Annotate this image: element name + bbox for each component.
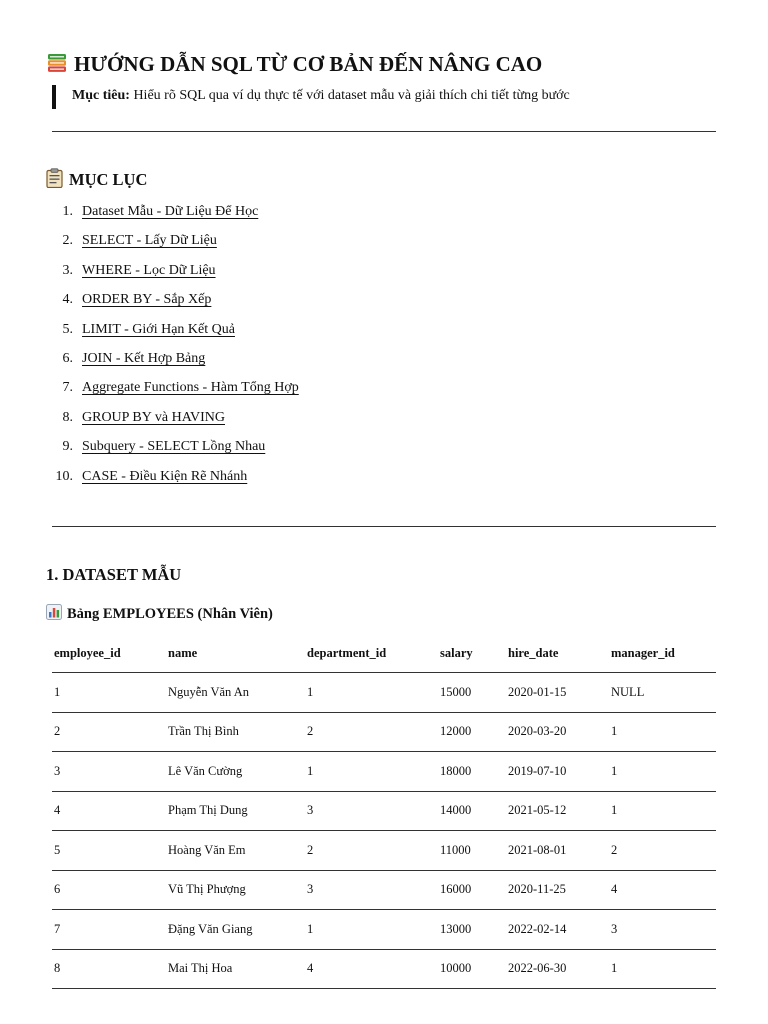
table-cell: 14000 — [438, 791, 506, 831]
table-cell: 1 — [305, 673, 438, 713]
table-heading — [46, 603, 273, 625]
table-header-row — [52, 634, 716, 673]
toc-link-where[interactable]: WHERE - Lọc Dữ Liệu — [82, 262, 216, 278]
table-row — [52, 791, 716, 831]
table-cell: 3 — [52, 752, 166, 792]
toc-item — [46, 435, 299, 464]
table-cell: Hoàng Văn Em — [166, 831, 305, 871]
table-cell: 5 — [52, 831, 166, 871]
toc-item — [46, 259, 299, 288]
bar-chart-icon — [46, 604, 62, 620]
toc-list — [46, 200, 299, 494]
toc-link-case[interactable]: CASE - Điều Kiện Rẽ Nhánh — [82, 468, 248, 484]
table-row — [52, 831, 716, 871]
table-cell: 3 — [609, 910, 716, 950]
table-cell: 1 — [52, 673, 166, 713]
table-cell: 1 — [609, 949, 716, 989]
toc-item-number: 9. — [62, 439, 73, 455]
toc-item — [46, 376, 299, 405]
table-cell: 2 — [305, 712, 438, 752]
table-heading-text: Bảng EMPLOYEES (Nhân Viên) — [67, 606, 273, 622]
goal-text: Hiểu rõ SQL qua ví dụ thực tế với dataset mẫu và giải thích chi tiết từng bước — [129, 88, 570, 103]
table-cell: 4 — [52, 791, 166, 831]
toc-item-number: 6. — [62, 350, 73, 366]
table-cell: 2020-11-25 — [506, 870, 609, 910]
toc-item-number: 4. — [62, 292, 73, 308]
table-cell: 2 — [305, 831, 438, 871]
table-cell: 15000 — [438, 673, 506, 713]
table-cell: Đặng Văn Giang — [166, 910, 305, 950]
toc-item — [46, 406, 299, 435]
toc-item — [46, 229, 299, 258]
table-cell: 2019-07-10 — [506, 752, 609, 792]
table-cell: 3 — [305, 870, 438, 910]
table-cell: 18000 — [438, 752, 506, 792]
employees-table — [52, 634, 716, 989]
toc-item-number: 10. — [55, 468, 73, 484]
toc-link-select[interactable]: SELECT - Lấy Dữ Liệu — [82, 233, 217, 249]
toc-item-number: 2. — [62, 233, 73, 249]
table-cell: 6 — [52, 870, 166, 910]
table-cell: 2 — [609, 831, 716, 871]
table-cell: 10000 — [438, 949, 506, 989]
toc-heading-text: MỤC LỤC — [69, 170, 148, 189]
table-cell: 2022-02-14 — [506, 910, 609, 950]
goal-callout — [52, 85, 570, 109]
database-icon — [46, 52, 68, 74]
table-row — [52, 712, 716, 752]
table-cell: 2020-03-20 — [506, 712, 609, 752]
page-title — [46, 50, 542, 78]
table-cell: 13000 — [438, 910, 506, 950]
column-header: salary — [438, 634, 506, 673]
toc-item-number: 8. — [62, 409, 73, 425]
table-row — [52, 949, 716, 989]
table-cell: 3 — [305, 791, 438, 831]
table-cell: 2020-01-15 — [506, 673, 609, 713]
table-cell: Mai Thị Hoa — [166, 949, 305, 989]
toc-item-number: 1. — [62, 204, 73, 219]
toc-item — [46, 288, 299, 317]
toc-link-subquery[interactable]: Subquery - SELECT Lồng Nhau — [82, 439, 266, 455]
toc-link-aggregate[interactable]: Aggregate Functions - Hàm Tổng Hợp — [82, 380, 299, 396]
table-row — [52, 870, 716, 910]
toc-link-order-by[interactable]: ORDER BY - Sắp Xếp — [82, 292, 212, 308]
toc-item-number: 5. — [62, 321, 73, 337]
table-cell: NULL — [609, 673, 716, 713]
table-cell: 1 — [609, 712, 716, 752]
table-cell: 7 — [52, 910, 166, 950]
table-cell: 2021-05-12 — [506, 791, 609, 831]
toc-item-number: 7. — [62, 380, 73, 396]
table-cell: 11000 — [438, 831, 506, 871]
table-cell: 2022-06-30 — [506, 949, 609, 989]
table-cell: 1 — [305, 752, 438, 792]
table-cell: 12000 — [438, 712, 506, 752]
table-cell: 1 — [305, 910, 438, 950]
column-header: name — [166, 634, 305, 673]
column-header: hire_date — [506, 634, 609, 673]
table-cell: Trần Thị Bình — [166, 712, 305, 752]
toc-item — [46, 465, 299, 494]
table-cell: Phạm Thị Dung — [166, 791, 305, 831]
table-cell: 1 — [609, 791, 716, 831]
column-header: manager_id — [609, 634, 716, 673]
table-cell: 4 — [609, 870, 716, 910]
divider — [52, 526, 716, 527]
table-cell: 16000 — [438, 870, 506, 910]
toc-link-join[interactable]: JOIN - Kết Hợp Bảng — [82, 350, 206, 366]
table-cell: 2021-08-01 — [506, 831, 609, 871]
table-cell: 8 — [52, 949, 166, 989]
toc-link-group-by[interactable]: GROUP BY và HAVING — [82, 409, 225, 425]
toc-item — [46, 318, 299, 347]
goal-label: Mục tiêu: — [72, 88, 130, 103]
section-heading-dataset: 1. DATASET MẪU — [46, 565, 182, 584]
table-cell: 2 — [52, 712, 166, 752]
table-cell: 1 — [609, 752, 716, 792]
toc-link-limit[interactable]: LIMIT - Giới Hạn Kết Quả — [82, 321, 235, 337]
column-header: employee_id — [52, 634, 166, 673]
column-header: department_id — [305, 634, 438, 673]
table-row — [52, 752, 716, 792]
table-cell: Nguyễn Văn An — [166, 673, 305, 713]
table-cell: 4 — [305, 949, 438, 989]
table-cell: Vũ Thị Phượng — [166, 870, 305, 910]
table-row — [52, 910, 716, 950]
clipboard-icon — [46, 168, 63, 188]
table-cell: Lê Văn Cường — [166, 752, 305, 792]
toc-heading — [46, 168, 147, 192]
toc-item — [46, 347, 299, 376]
page-title-text: HƯỚNG DẪN SQL TỪ CƠ BẢN ĐẾN NÂNG CAO — [74, 52, 543, 76]
toc-link-dataset[interactable]: Dataset Mẫu - Dữ Liệu Để Học — [82, 204, 259, 219]
toc-item-number: 3. — [62, 262, 73, 278]
table-row — [52, 673, 716, 713]
divider — [52, 131, 716, 132]
toc-item — [46, 200, 299, 229]
